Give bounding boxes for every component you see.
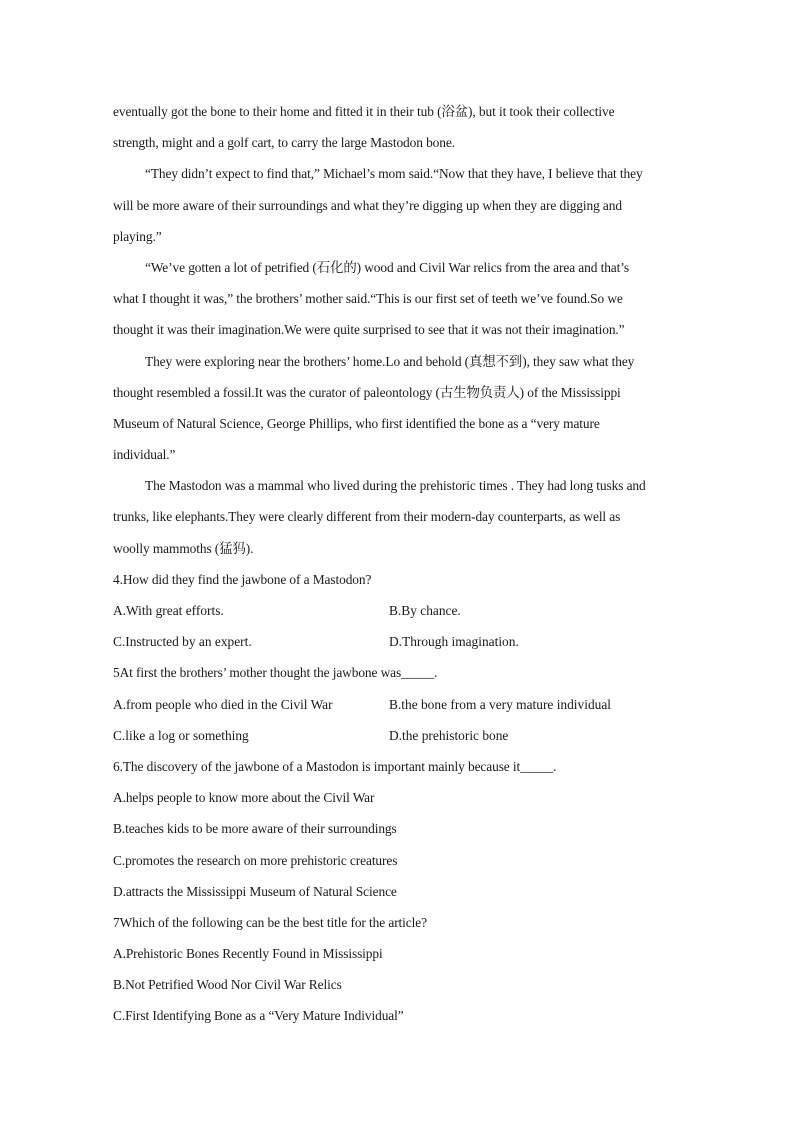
paragraph-3	[113, 252, 693, 346]
option-a: A.Prehistoric Bones Recently Found in Mississippi	[113, 946, 383, 962]
passage	[113, 96, 693, 564]
question-stem: 5At first the brothers’ mother thought the jawbone was_____.	[113, 665, 438, 681]
paragraph-5	[113, 470, 693, 564]
text-line: “We’ve gotten a lot of petrified (石化的) wood and Civil War relics from the area and that’s	[145, 259, 629, 275]
question-stem: 7Which of the following can be the best title for the article?	[113, 914, 427, 930]
option-d: D.attracts the Mississippi Museum of Natural Science	[113, 883, 397, 899]
text-line: what I thought it was,” the brothers’ mother said.“This is our first set of teeth we’ve found.So we	[113, 291, 623, 307]
text-line: will be more aware of their surroundings and what they’re digging up when they are digging and	[113, 197, 622, 213]
option-c: C.Instructed by an expert.	[113, 634, 252, 650]
question-stem: 6.The discovery of the jawbone of a Mastodon is important mainly because it_____.	[113, 758, 557, 774]
text-line: thought it was their imagination.We were quite surprised to see that it was not their imagination.”	[113, 322, 625, 338]
option-b: B.Not Petrified Wood Nor Civil War Relics	[113, 977, 342, 993]
option-a: A.from people who died in the Civil War	[113, 696, 333, 712]
document-page	[113, 96, 693, 1032]
text-line: individual.”	[113, 447, 176, 463]
option-row	[113, 626, 693, 657]
text-line: playing.”	[113, 228, 162, 244]
text-line: woolly mammoths (猛犸).	[113, 540, 254, 556]
question-6	[113, 751, 693, 907]
text-line: They were exploring near the brothers’ home.Lo and behold (真想不到), they saw what they	[145, 353, 635, 369]
paragraph-1	[113, 96, 693, 158]
text-line: thought resembled a fossil.It was the curator of paleontology (古生物负责人) of the Mississippi	[113, 384, 621, 400]
option-row	[113, 595, 693, 626]
option-row	[113, 689, 693, 720]
option-b: B.the bone from a very mature individual	[389, 696, 611, 712]
text-line: eventually got the bone to their home and fitted it in their tub (浴盆), but it took their collective	[113, 104, 615, 119]
option-c: C.promotes the research on more prehistoric creatures	[113, 852, 398, 868]
option-row	[113, 720, 693, 751]
option-d: D.the prehistoric bone	[389, 727, 509, 743]
text-line: The Mastodon was a mammal who lived during the prehistoric times . They had long tusks and	[145, 478, 646, 494]
question-7	[113, 907, 693, 1032]
text-line: trunks, like elephants.They were clearly different from their modern-day counterparts, as well as	[113, 509, 621, 525]
option-c: C.like a log or something	[113, 727, 249, 743]
option-b: B.By chance.	[389, 603, 461, 618]
question-4	[113, 564, 693, 658]
question-5	[113, 657, 693, 751]
option-b: B.teaches kids to be more aware of their surroundings	[113, 821, 397, 837]
option-a: A.helps people to know more about the Civil War	[113, 790, 375, 806]
option-d: D.Through imagination.	[389, 634, 519, 650]
paragraph-2	[113, 158, 693, 252]
text-line: “They didn’t expect to find that,” Michael’s mom said.“Now that they have, I believe that they	[145, 166, 643, 182]
option-c: C.First Identifying Bone as a “Very Mature Individual”	[113, 1008, 404, 1024]
paragraph-4	[113, 346, 693, 471]
option-a: A.With great efforts.	[113, 603, 224, 618]
question-stem: 4.How did they find the jawbone of a Mastodon?	[113, 571, 372, 587]
text-line: Museum of Natural Science, George Phillips, who first identified the bone as a “very mature	[113, 415, 600, 431]
text-line: strength, might and a golf cart, to carry the large Mastodon bone.	[113, 135, 455, 151]
